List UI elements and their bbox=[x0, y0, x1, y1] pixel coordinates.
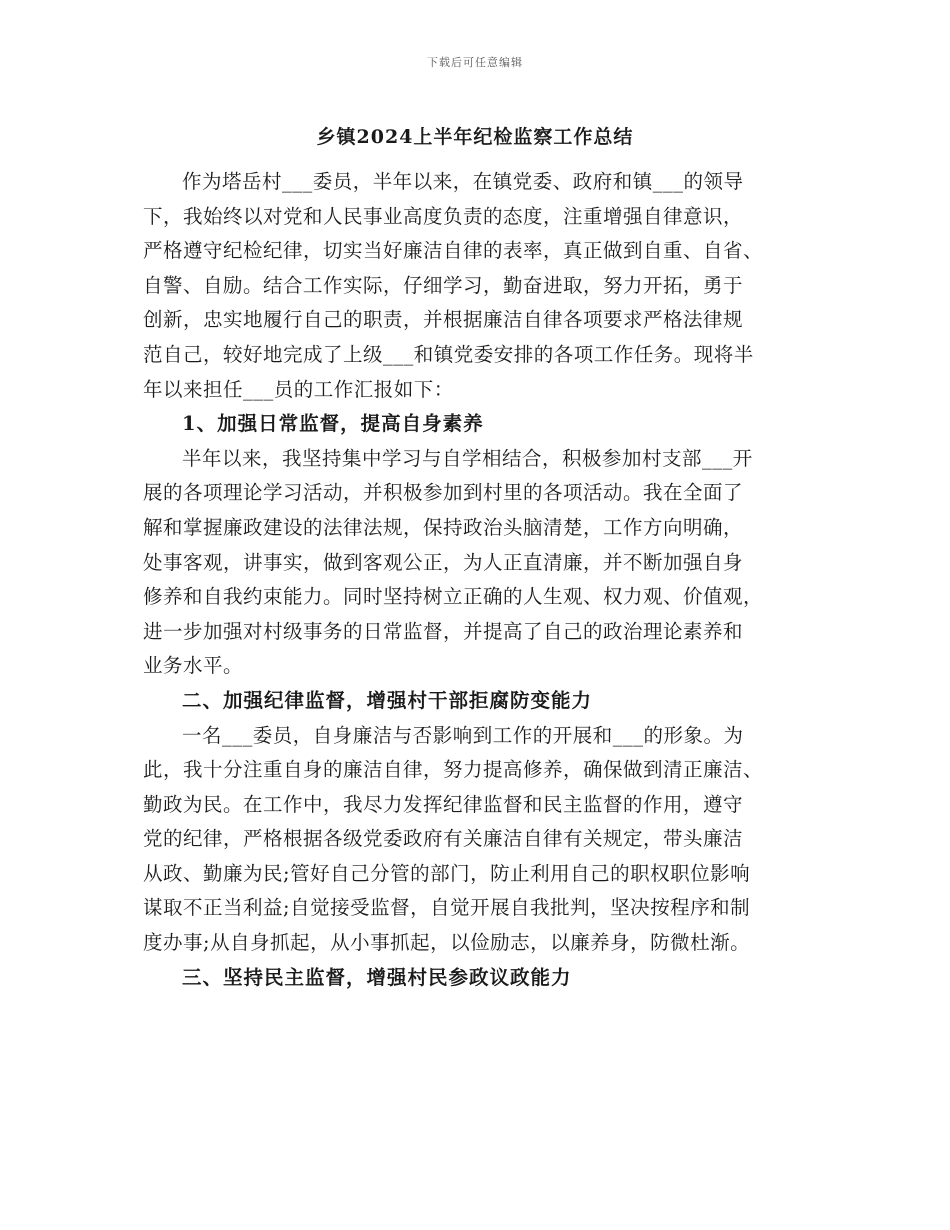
section-heading-2: 二、加强纪律监督，增强村干部拒腐防变能力 bbox=[182, 688, 593, 712]
text-line: 此，我十分注重自身的廉洁自律，努力提高修养，确保做到清正廉洁、 bbox=[143, 758, 764, 782]
section-paragraph-1 bbox=[143, 442, 808, 684]
text-line: 年以来担任___员的工作汇报如下： bbox=[143, 377, 454, 401]
text-line: 解和掌握廉政建设的法律法规，保持政治头脑清楚，工作方向明确， bbox=[143, 515, 744, 539]
text-line: 严格遵守纪检纪律，切实当好廉洁自律的表率，真正做到自重、自省、 bbox=[143, 239, 764, 263]
header-note: 下载后可任意编辑 bbox=[427, 56, 523, 69]
text-line: 业务水平。 bbox=[143, 654, 244, 678]
text-line: 谋取不正当利益;自觉接受监督，自觉开展自我批判，坚决按程序和制 bbox=[143, 896, 751, 920]
text-line: 作为塔岳村___委员，半年以来，在镇党委、政府和镇___的领导 bbox=[182, 170, 744, 193]
text-line: 展的各项理论学习活动，并积极参加到村里的各项活动。我在全面了 bbox=[143, 481, 744, 505]
text-line: 半年以来，我坚持集中学习与自学相结合，积极参加村支部___开 bbox=[182, 446, 753, 470]
document-title: 乡镇2024上半年纪检监察工作总结 bbox=[316, 126, 634, 148]
text-line: 范自己，较好地完成了上级___和镇党委安排的各项工作任务。现将半 bbox=[143, 342, 754, 366]
intro-paragraph bbox=[143, 165, 808, 407]
text-line: 修养和自我约束能力。同时坚持树立正确的人生观、权力观、价值观， bbox=[143, 585, 764, 609]
text-line: 自警、自励。结合工作实际，仔细学习，勤奋进取，努力开拓，勇于 bbox=[143, 273, 744, 297]
section-paragraph-2 bbox=[143, 719, 808, 961]
text-line: 从政、勤廉为民;管好自己分管的部门，防止利用自己的职权职位影响 bbox=[143, 861, 751, 885]
text-line: 创新，忠实地履行自己的职责，并根据廉洁自律各项要求严格法律规 bbox=[143, 308, 744, 332]
text-line: 进一步加强对村级事务的日常监督，并提高了自己的政治理论素养和 bbox=[143, 619, 744, 643]
text-line: 度办事;从自身抓起，从小事抓起，以俭励志，以廉养身，防微杜渐。 bbox=[143, 931, 751, 955]
section-heading-3: 三、坚持民主监督，增强村民参政议政能力 bbox=[182, 965, 572, 989]
text-line: 勤政为民。在工作中，我尽力发挥纪律监督和民主监督的作用，遵守 bbox=[143, 792, 744, 816]
text-line: 下，我始终以对党和人民事业高度负责的态度，注重增强自律意识， bbox=[143, 204, 744, 228]
document-body bbox=[143, 165, 808, 995]
section-heading-1: 1、加强日常监督，提高自身素养 bbox=[182, 412, 484, 436]
text-line: 一名___委员，自身廉洁与否影响到工作的开展和___的形象。为 bbox=[182, 723, 744, 747]
text-line: 处事客观，讲事实，做到客观公正，为人正直清廉，并不断加强自身 bbox=[143, 550, 744, 574]
text-line: 党的纪律，严格根据各级党委政府有关廉洁自律有关规定，带头廉洁 bbox=[143, 827, 744, 851]
